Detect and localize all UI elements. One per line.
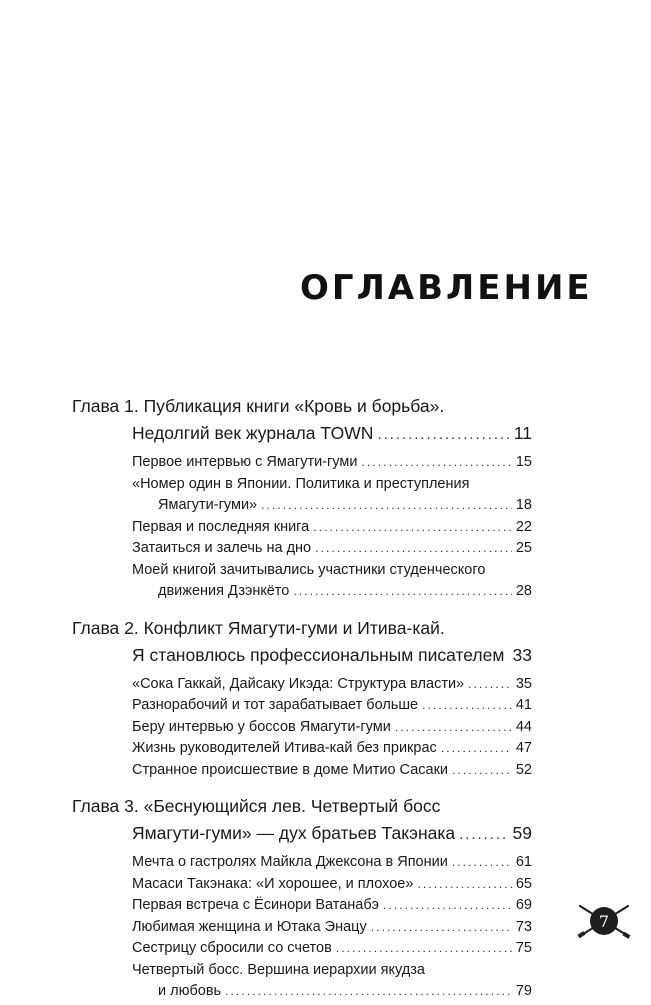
dot-leader — [383, 898, 512, 912]
page-title: ОГЛАВЛЕНИЕ — [300, 268, 570, 308]
chapter-title-line1: Глава 2. Конфликт Ямагути-гуми и Итива-кай. — [72, 618, 445, 639]
page-ref: 73 — [516, 919, 532, 935]
page-ref: 33 — [513, 645, 532, 666]
page-ref: 41 — [516, 697, 532, 713]
dot-leader — [225, 984, 512, 998]
dot-leader — [361, 455, 511, 469]
section-title: Разнорабочий и тот зарабатывает больше — [132, 697, 418, 713]
dot-leader — [395, 720, 512, 734]
section-entry — [72, 740, 532, 762]
section-entry — [72, 762, 532, 784]
section-title: «Сока Гаккай, Дайсаку Икэда: Структура власти» — [132, 676, 464, 692]
chapter-2 — [72, 618, 532, 672]
section-title: Странное происшествие в доме Митио Сасаки — [132, 762, 448, 778]
page-ref: 22 — [516, 519, 532, 535]
page-ref: 25 — [516, 540, 532, 556]
section-entry — [72, 719, 532, 741]
page-ref: 79 — [516, 983, 532, 999]
dot-leader — [315, 541, 512, 555]
chapter-title-line2: Недолгий век журнала TOWN — [132, 423, 373, 444]
page-ref: 65 — [516, 876, 532, 892]
page-ref: 59 — [513, 823, 532, 844]
dot-leader — [313, 520, 512, 534]
crossed-swords-icon — [576, 898, 632, 944]
chapter-title-line2: Ямагути-гуми» — дух братьев Такэнака — [132, 823, 455, 844]
dot-leader — [417, 877, 511, 891]
section-entry — [72, 476, 532, 519]
dot-leader — [459, 827, 508, 843]
section-entry — [72, 676, 532, 698]
section-entry — [72, 519, 532, 541]
section-entry — [72, 454, 532, 476]
dot-leader — [371, 920, 512, 934]
chapter-title-line1: Глава 1. Публикация книги «Кровь и борьба». — [72, 396, 444, 417]
page-ref: 15 — [516, 454, 532, 470]
chapter-1 — [72, 396, 532, 450]
dot-leader — [468, 677, 512, 691]
section-title: «Номер один в Японии. Политика и преступления — [132, 476, 469, 492]
section-title: Моей книгой зачитывались участники студенческого — [132, 562, 485, 578]
section-entry — [72, 897, 532, 919]
section-entry — [72, 854, 532, 876]
dot-leader — [452, 855, 512, 869]
page-ref: 52 — [516, 762, 532, 778]
page-ref: 69 — [516, 897, 532, 913]
dot-leader — [377, 427, 509, 443]
section-title-cont: и любовь — [158, 983, 221, 999]
dot-leader — [422, 698, 512, 712]
section-title-cont: Ямагути-гуми» — [158, 497, 257, 513]
page-number-badge — [576, 898, 632, 944]
page-ref: 35 — [516, 676, 532, 692]
section-entry — [72, 562, 532, 605]
dot-leader — [336, 941, 512, 955]
table-of-contents — [72, 396, 532, 1005]
section-title: Затаиться и залечь на дно — [132, 540, 311, 556]
page-ref: 44 — [516, 719, 532, 735]
section-title: Мечта о гастролях Майкла Джексона в Японии — [132, 854, 448, 870]
chapter-title-line1: Глава 3. «Беснующийся лев. Четвертый босс — [72, 796, 440, 817]
section-entry — [72, 540, 532, 562]
page-ref: 18 — [516, 497, 532, 513]
chapter-3 — [72, 796, 532, 850]
dot-leader — [293, 584, 512, 598]
page-ref: 61 — [516, 854, 532, 870]
section-title: Любимая женщина и Ютака Энацу — [132, 919, 367, 935]
section-title: Масаси Такэнака: «И хорошее, и плохое» — [132, 876, 413, 892]
section-entry — [72, 876, 532, 898]
section-title: Первая и последняя книга — [132, 519, 309, 535]
page-ref: 47 — [516, 740, 532, 756]
section-title: Первое интервью с Ямагути-гуми — [132, 454, 357, 470]
page-ref: 75 — [516, 940, 532, 956]
section-title-cont: движения Дзэнкёто — [158, 583, 289, 599]
section-entry — [72, 940, 532, 962]
section-entry — [72, 919, 532, 941]
page-ref: 11 — [514, 423, 532, 444]
section-entry — [72, 962, 532, 1005]
chapter-title-line2: Я становлюсь профессиональным писателем — [132, 645, 504, 666]
section-entry — [72, 697, 532, 719]
section-title: Четвертый босс. Вершина иерархии якудза — [132, 962, 425, 978]
dot-leader — [441, 741, 512, 755]
section-title: Жизнь руководителей Итива-кай без прикрас — [132, 740, 437, 756]
section-title: Сестрицу сбросили со счетов — [132, 940, 332, 956]
page-number: 7 — [599, 912, 609, 931]
section-title: Беру интервью у боссов Ямагути-гуми — [132, 719, 391, 735]
dot-leader — [261, 498, 512, 512]
section-title: Первая встреча с Ёсинори Ватанабэ — [132, 897, 379, 913]
page-ref: 28 — [516, 583, 532, 599]
dot-leader — [452, 763, 512, 777]
